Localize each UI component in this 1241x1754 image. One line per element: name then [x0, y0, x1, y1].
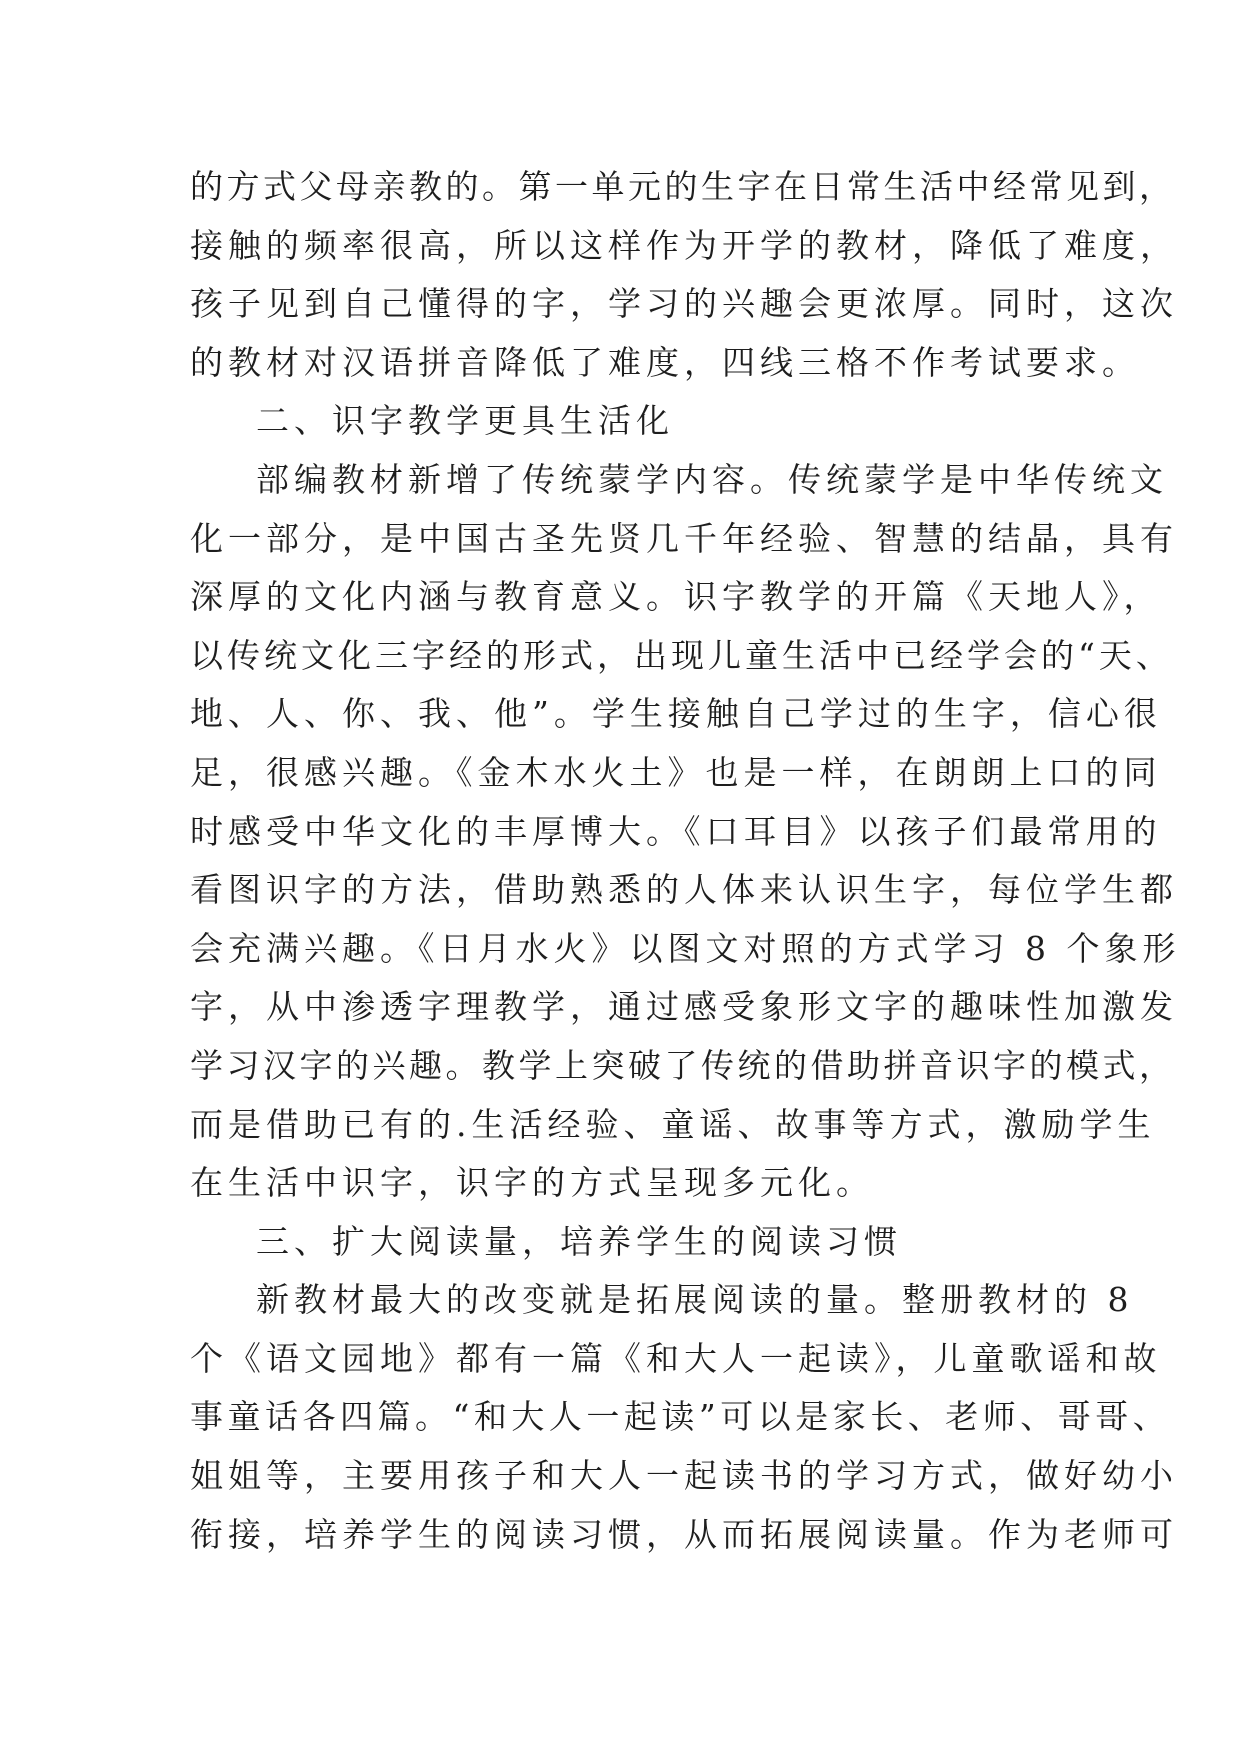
- text-line: 看图识字的方法，借助熟悉的人体来认识生字，每位学生都: [190, 870, 1178, 910]
- paragraph-start: 新教材最大的改变就是拓展阅读的量。整册教材的 8: [256, 1280, 1134, 1320]
- text-line: 地、人、你、我、他”。学生接触自己学过的生字，信心很: [190, 694, 1162, 734]
- text-line: 个《语文园地》都有一篇《和大人一起读》，儿童歌谣和故: [190, 1338, 1162, 1378]
- text-line: 化一部分，是中国古圣先贤几千年经验、智慧的结晶，具有: [190, 518, 1178, 558]
- text-line: 字，从中渗透字理教学，通过感受象形文字的趣味性加激发: [190, 987, 1178, 1027]
- text-line: 足，很感兴趣。《金木水火土》也是一样，在朗朗上口的同: [190, 752, 1162, 792]
- text-line: 在生活中识字，识字的方式呈现多元化。: [190, 1163, 874, 1203]
- section-heading: 三、扩大阅读量，培养学生的阅读习惯: [256, 1221, 902, 1261]
- paragraph-start: 部编教材新增了传统蒙学内容。传统蒙学是中华传统文: [256, 459, 1168, 499]
- text-line: 以传统文化三字经的形式，出现儿童生活中已经学会的“天、: [190, 635, 1173, 675]
- text-line: 而是借助已有的.生活经验、童谣、故事等方式，激励学生: [190, 1104, 1156, 1144]
- text-line: 姐姐等，主要用孩子和大人一起读书的学习方式，做好幼小: [190, 1456, 1178, 1496]
- text-line: 的教材对汉语拼音降低了难度，四线三格不作考试要求。: [190, 342, 1140, 382]
- text-line: 的方式父母亲教的。第一单元的生字在日常生活中经常见到，: [190, 167, 1176, 206]
- text-line: 会充满兴趣。《日月水火》以图文对照的方式学习 8 个象形: [190, 928, 1181, 968]
- text-line: 事童话各四篇。“和大人一起读”可以是家长、老师、哥哥、: [190, 1397, 1171, 1437]
- text-line: 时感受中华文化的丰厚博大。《口耳目》以孩子们最常用的: [190, 811, 1162, 851]
- text-line: 深厚的文化内涵与教育意义。识字教学的开篇《天地人》，: [190, 577, 1162, 617]
- text-line: 接触的频率很高，所以这样作为开学的教材，降低了难度，: [190, 225, 1178, 265]
- section-heading: 二、识字教学更具生活化: [256, 401, 674, 441]
- text-line: 孩子见到自己懂得的字，学习的兴趣会更浓厚。同时，这次: [190, 284, 1178, 324]
- text-line: 衔接，培养学生的阅读习惯，从而拓展阅读量。作为老师可: [190, 1514, 1178, 1554]
- text-line: 学习汉字的兴趣。教学上突破了传统的借助拼音识字的模式，: [190, 1045, 1176, 1085]
- body-text: [190, 158, 1181, 1564]
